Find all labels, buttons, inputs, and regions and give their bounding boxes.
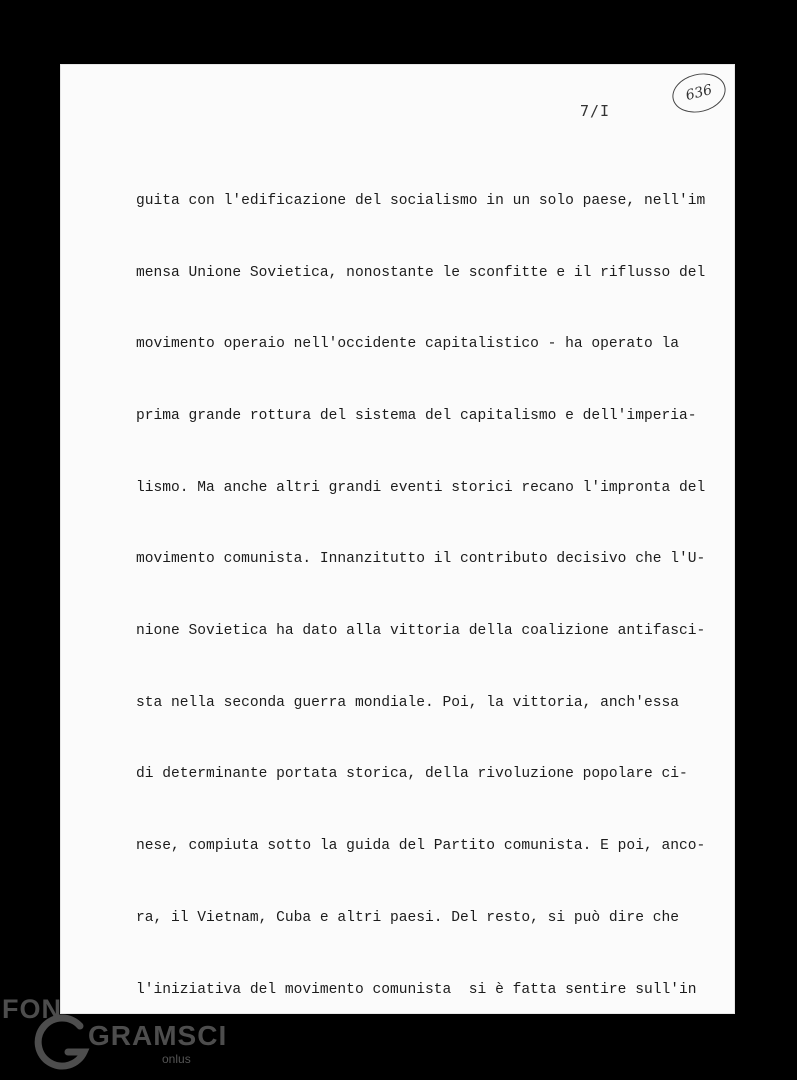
text-line: movimento comunista. Innanzitutto il contributo decisivo che l'U- <box>136 551 706 568</box>
text-line: nione Sovietica ha dato alla vittoria della coalizione antifasci- <box>136 623 706 640</box>
text-line: di determinante portata storica, della rivoluzione popolare ci- <box>136 766 688 783</box>
body-text <box>136 142 735 1014</box>
text-line: mensa Unione Sovietica, nonostante le sconfitte e il riflusso del <box>136 264 706 281</box>
watermark-text-top: FON <box>2 994 62 1024</box>
text-line: l'iniziativa del movimento comunista si è fatta sentire sull'in <box>136 981 697 998</box>
text-line: prima grande rottura del sistema del capitalismo e dell'imperia- <box>136 407 697 424</box>
watermark-text-main: GRAMSCI <box>88 1020 228 1051</box>
text-line: lismo. Ma anche altri grandi eventi storici recano l'impronta del <box>136 479 706 496</box>
text-line: nese, compiuta sotto la guida del Partito comunista. E poi, anco- <box>136 838 706 855</box>
gramsci-logo-icon <box>30 1014 90 1074</box>
watermark-suffix: onlus <box>162 1052 191 1066</box>
page-number: 7/I <box>580 102 611 120</box>
fondazione-gramsci-watermark <box>0 990 228 1080</box>
archive-number-stamp: 636 <box>668 68 730 118</box>
text-line: sta nella seconda guerra mondiale. Poi, la vittoria, anch'essa <box>136 694 679 711</box>
text-line: ra, il Vietnam, Cuba e altri paesi. Del resto, si può dire che <box>136 909 679 926</box>
document-page <box>60 64 735 1014</box>
text-line: movimento operaio nell'occidente capitalistico - ha operato la <box>136 336 679 353</box>
text-line: guita con l'edificazione del socialismo in un solo paese, nell'im <box>136 192 706 209</box>
